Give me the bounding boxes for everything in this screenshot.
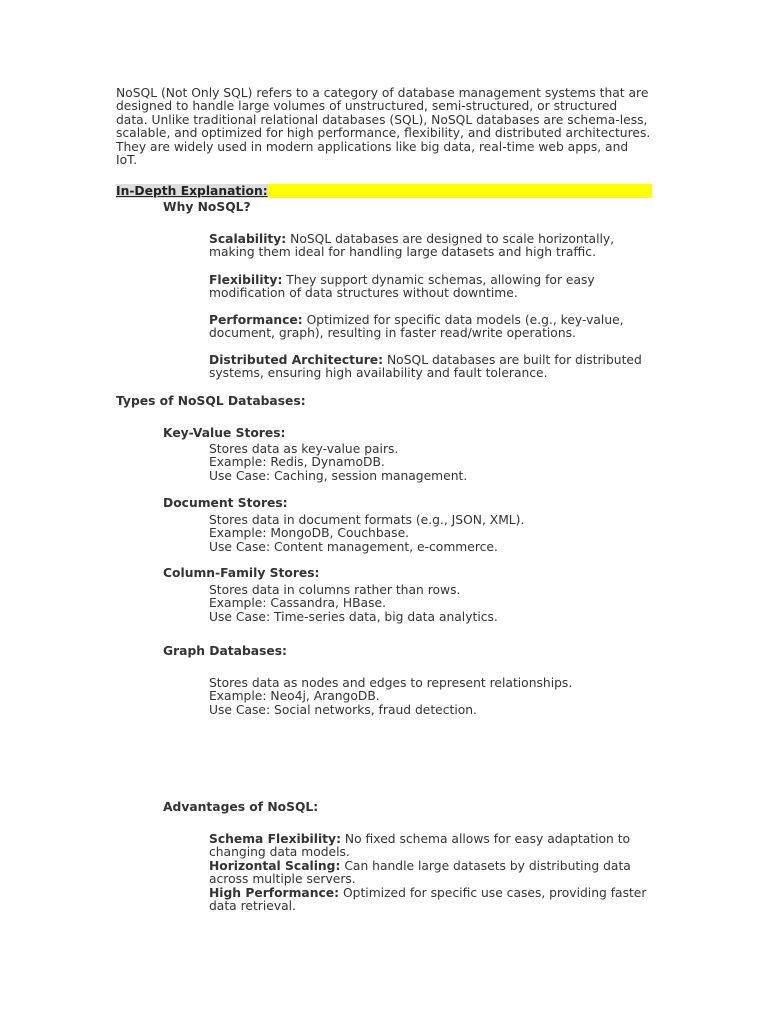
- why-nosql-heading: Why NoSQL?: [163, 200, 251, 214]
- type-key-value-heading: Key-Value Stores:: [163, 426, 286, 440]
- advantage-term: Schema Flexibility:: [209, 832, 341, 846]
- point-term: Distributed Architecture:: [209, 353, 384, 367]
- point-text: document, graph), resulting in faster read/write operations.: [209, 326, 576, 341]
- point-text: NoSQL databases are built for distributed: [386, 353, 642, 367]
- advantage-text: Can handle large datasets by distributing data: [344, 858, 631, 873]
- type-detail: Example: Redis, DynamoDB.: [209, 455, 385, 470]
- point-text: modification of data structures without downtime.: [209, 286, 518, 301]
- intro-line: scalable, and optimized for high performance, flexibility, and distributed architectures.: [116, 126, 651, 141]
- type-detail: Example: MongoDB, Couchbase.: [209, 526, 410, 541]
- type-detail: Stores data as key-value pairs.: [209, 442, 399, 456]
- type-detail: Stores data as nodes and edges to represent relationships.: [209, 676, 573, 690]
- type-detail: Stores data in columns rather than rows.: [209, 583, 461, 597]
- advantage-term: High Performance:: [209, 885, 340, 900]
- type-detail: Use Case: Time-series data, big data analytics.: [209, 609, 498, 624]
- advantage-text: across multiple servers.: [209, 872, 356, 887]
- type-graph-heading: Graph Databases:: [163, 644, 287, 658]
- intro-paragraph: [116, 87, 656, 167]
- advantage-text: changing data models.: [209, 845, 350, 860]
- point-text: Optimized for specific data models (e.g., key-value,: [306, 313, 624, 327]
- advantages-list: [209, 833, 646, 913]
- point-term: Scalability:: [209, 232, 287, 246]
- advantage-text: data retrieval.: [209, 899, 296, 914]
- type-detail: Example: Cassandra, HBase.: [209, 596, 386, 611]
- point-text: making them ideal for handling large datasets and high traffic.: [209, 245, 596, 260]
- type-column-family-details: [209, 584, 498, 624]
- type-detail: Example: Neo4j, ArangoDB.: [209, 689, 380, 704]
- type-detail: Use Case: Content management, e-commerce.: [209, 539, 498, 554]
- in-depth-heading: In-Depth Explanation:: [116, 184, 268, 198]
- type-column-family-heading: Column-Family Stores:: [163, 566, 320, 580]
- point-text: NoSQL databases are designed to scale horizontally,: [290, 232, 615, 246]
- type-detail: Use Case: Social networks, fraud detection.: [209, 702, 477, 717]
- point-distributed: [209, 354, 642, 381]
- type-document-details: [209, 514, 524, 554]
- type-graph-details: [209, 677, 572, 717]
- type-detail: Stores data in document formats (e.g., JSON, XML).: [209, 513, 525, 527]
- intro-line: IoT.: [116, 153, 138, 168]
- point-performance: [209, 314, 624, 341]
- advantages-heading: Advantages of NoSQL:: [163, 800, 319, 814]
- point-flexibility: [209, 274, 595, 301]
- point-term: Flexibility:: [209, 273, 283, 287]
- type-detail: Use Case: Caching, session management.: [209, 468, 468, 483]
- advantage-text: Optimized for specific use cases, providing faster: [342, 885, 647, 900]
- intro-line: They are widely used in modern applications like big data, real-time web apps, and: [116, 139, 629, 154]
- intro-line: designed to handle large volumes of unstructured, semi-structured, or structured: [116, 99, 618, 114]
- point-text: systems, ensuring high availability and fault tolerance.: [209, 366, 548, 381]
- intro-line: NoSQL (Not Only SQL) refers to a category of database management systems that are: [116, 86, 649, 100]
- type-document-heading: Document Stores:: [163, 496, 288, 510]
- advantage-text: No fixed schema allows for easy adaptation to: [344, 832, 631, 846]
- intro-line: data. Unlike traditional relational databases (SQL), NoSQL databases are schema-less,: [116, 112, 648, 127]
- point-term: Performance:: [209, 313, 303, 327]
- point-text: They support dynamic schemas, allowing for easy: [286, 273, 595, 287]
- point-scalability: [209, 233, 614, 260]
- advantage-term: Horizontal Scaling:: [209, 858, 341, 873]
- types-heading: Types of NoSQL Databases:: [116, 394, 306, 408]
- type-key-value-details: [209, 443, 467, 483]
- heading-highlight: [267, 184, 652, 198]
